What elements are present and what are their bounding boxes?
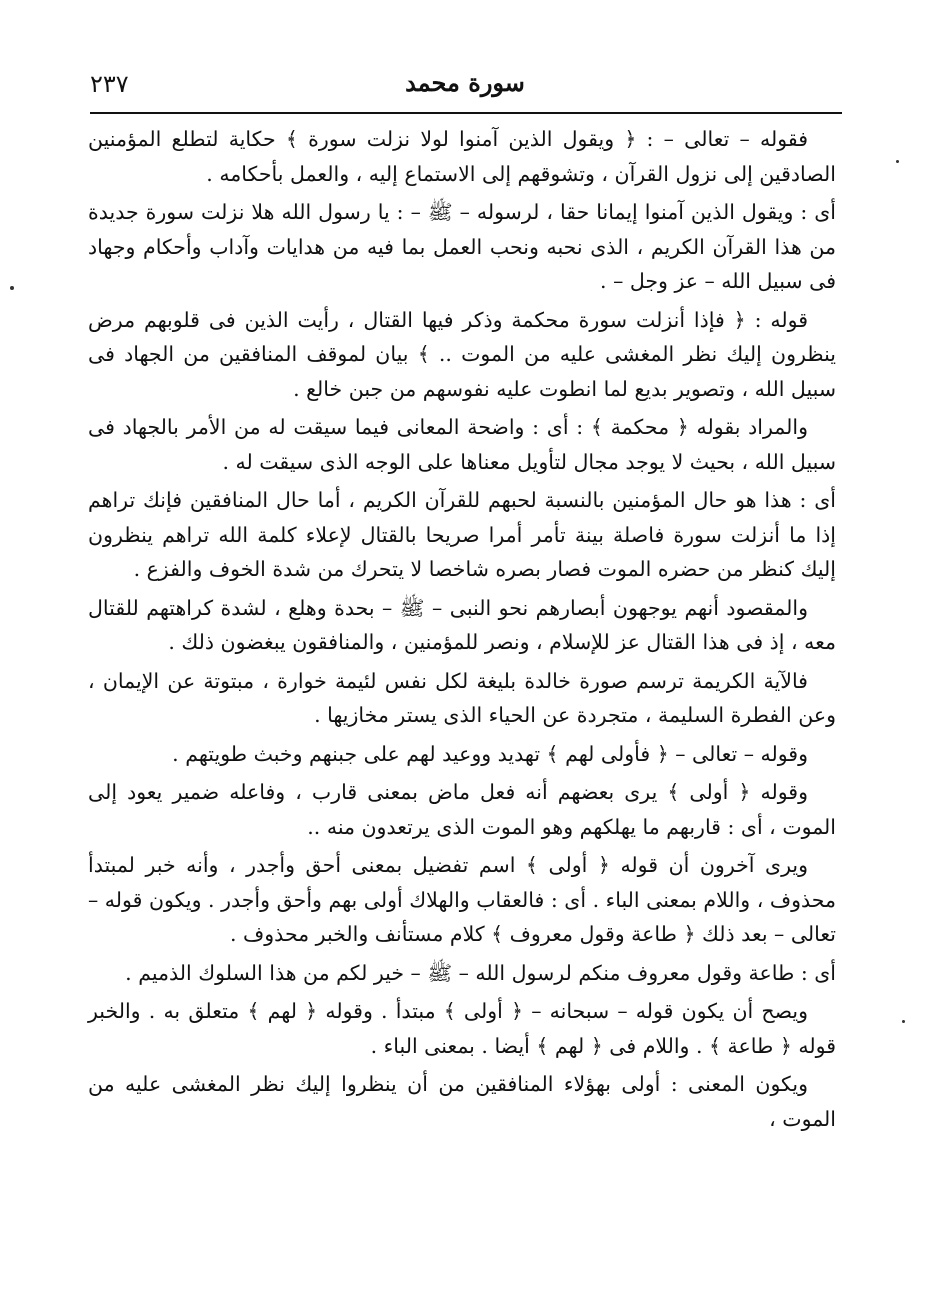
page-number: ٢٣٧ <box>90 70 129 98</box>
paragraph: فقوله – تعالى – : ﴿ ويقول الذين آمنوا لولا نزلت سورة ﴾ حكاية لتطلع المؤمنين الصادقين إلى نزول القرآن ، وتشوقهم إلى الاستماع إليه ، والعمل بأحكامه . <box>88 127 836 186</box>
running-title: سورة محمد <box>405 68 525 97</box>
paragraph: أى : هذا هو حال المؤمنين بالنسبة لحبهم للقرآن الكريم ، أما حال المنافقين فإنك تراهم إذا ما أنزلت سورة فاصلة بينة تأمر أمرا صريحا بالقتال لإعلاء كلمة الله تراهم ينظرون إليك كنظر من حضره الموت فصار بصره شاخصا لا يتحرك من شدة الخوف والفزع . <box>88 488 836 581</box>
page-header <box>90 64 840 104</box>
paragraph: والمقصود أنهم يوجهون أبصارهم نحو النبى – ﷺ – بحدة وهلع ، لشدة كراهتهم للقتال معه ، إذ فى هذا القتال عز للإسلام ، ونصر للمؤمنين ، والمنافقون يبغضون ذلك . <box>88 595 836 654</box>
paragraph: ويرى آخرون أن قوله ﴿ أولى ﴾ اسم تفضيل بمعنى أحق وأجدر ، وأنه خبر لمبتدأ محذوف ، واللام بمعنى الباء . أى : فالعقاب والهلاك أولى بهم وأحق وأجدر . ويكون قوله – تعالى – بعد ذلك ﴿ طاعة وقول معروف ﴾ كلام مستأنف والخبر محذوف . <box>88 853 836 946</box>
paragraph: وقوله ﴿ أولى ﴾ يرى بعضهم أنه فعل ماض بمعنى قارب ، وفاعله ضمير يعود إلى الموت ، أى : قاربهم ما يهلكهم وهو الموت الذى يرتعدون منه .. <box>88 780 836 839</box>
paragraph: أى : طاعة وقول معروف منكم لرسول الله – ﷺ – خير لكم من هذا السلوك الذميم . <box>125 960 836 985</box>
paragraph: ويصح أن يكون قوله – سبحانه – ﴿ أولى ﴾ مبتدأ . وقوله ﴿ لهم ﴾ متعلق به . والخبر قوله ﴿ طاعة ﴾ . واللام فى ﴿ لهم ﴾ أيضا . بمعنى الباء . <box>88 999 836 1058</box>
paragraph: وقوله – تعالى – ﴿ فأولى لهم ﴾ تهديد ووعيد لهم على جبنهم وخبث طويتهم . <box>172 741 808 766</box>
paragraph: ويكون المعنى : أولى بهؤلاء المنافقين من أن ينظروا إليك نظر المغشى عليه من الموت ، <box>88 1072 836 1131</box>
scan-speck <box>902 1020 905 1023</box>
paragraph: أى : ويقول الذين آمنوا إيمانا حقا ، لرسوله – ﷺ – : يا رسول الله هلا نزلت سورة جديدة من هذا القرآن الكريم ، الذى نحبه ونحب العمل بما فيه من هدايات وآداب وأحكام وجهاد فى سبيل الله – عز وجل – . <box>88 200 836 293</box>
scan-speck <box>896 160 899 163</box>
header-rule <box>90 112 842 114</box>
paragraph: والمراد بقوله ﴿ محكمة ﴾ : أى : واضحة المعانى فيما سيقت له من الأمر بالجهاد فى سبيل الله ، بحيث لا يوجد مجال لتأويل معناها على الوجه الذى سيقت له . <box>88 415 836 474</box>
paragraph: قوله : ﴿ فإذا أنزلت سورة محكمة وذكر فيها القتال ، رأيت الذين فى قلوبهم مرض ينظرون إليك نظر المغشى عليه من الموت .. ﴾ بيان لموقف المنافقين من الجهاد فى سبيل الله ، وتصوير بديع لما انطوت عليه نفوسهم من جبن خالع . <box>88 307 836 401</box>
body-text <box>88 122 836 1140</box>
scan-speck <box>10 286 14 290</box>
paragraph: فالآية الكريمة ترسم صورة خالدة بليغة لكل نفس لئيمة خوارة ، مبتوتة عن الإيمان ، وعن الفطرة السليمة ، متجردة عن الحياء الذى يستر مخازيها . <box>88 668 836 727</box>
